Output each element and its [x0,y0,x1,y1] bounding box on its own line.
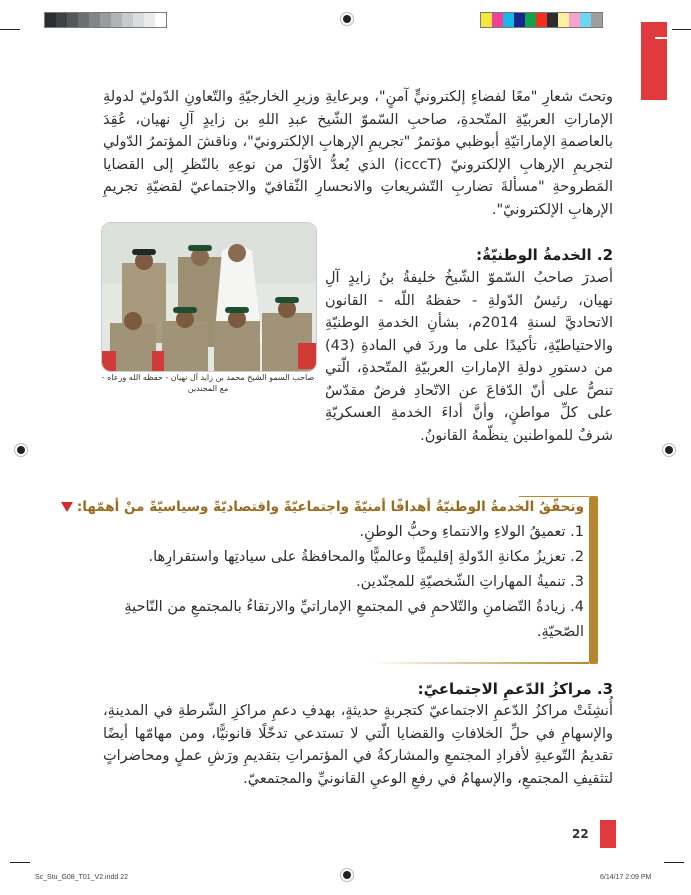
crop-mark-bottom-left [10,862,30,863]
color-swatch [558,13,569,27]
color-swatch [569,13,580,27]
section-2-paragraph [103,267,613,447]
photo-caption: صاحب السمو الشيخ محمد بن زايد آل نهيان - حفظه الله ورعاه - مع المجندين [101,373,315,393]
color-swatch [492,13,503,27]
goal-item: 4. زيادةُ التّضامنِ والتّلاحمِ في المجتمعِ الإماراتيِّ والارتقاءُ بالمجتمعِ من النّاحيةِ الصّحيّةِ. [124,599,584,640]
goal-item: 3. تنميةُ المهاراتِ الشّخصيّةِ للمجنّدين. [356,574,584,590]
color-swatch [503,13,514,27]
goal-item: 2. تعزيزُ مكانةِ الدّولةِ إقليميًّا وعالميًّا والمحافظةُ على سيادتِها واستقرارِها. [148,549,584,565]
crop-mark-top-left [0,29,20,30]
section-2-heading: 2. الخدمةُ الوطنيّةُ: [476,246,613,264]
goals-heading-text: وتحقّقُ الخدمةُ الوطنيّةُ أهدافًا أمنيّةً واجتماعيّةً واقتصاديّةً وسياسيّةً منْ أهمّها: [76,499,584,515]
cmyk-color-bar [480,12,603,28]
color-swatch [122,13,133,27]
goals-box-bottom-rule [369,662,589,664]
color-swatch [525,13,536,27]
chapter-tab-marker [641,22,667,100]
color-swatch [144,13,155,27]
page-number: 22 [572,827,589,841]
crop-mark-top-right [672,29,691,30]
color-swatch [133,13,144,27]
goal-item: 1. تعميقُ الولاءِ والانتماءِ وحبُّ الوطنِ. [359,524,584,540]
color-swatch [591,13,602,27]
color-swatch [481,13,492,27]
color-swatch [547,13,558,27]
color-swatch [580,13,591,27]
color-swatch [155,13,166,27]
color-swatch [78,13,89,27]
section-3-heading: 3. مراكزُ الدّعمِ الاجتماعيّ: [417,680,613,698]
color-swatch [67,13,78,27]
goals-box-accent-bar [589,496,598,664]
triangle-bullet-icon [61,502,73,512]
intro-paragraph: وتحتَ شعارِ "معًا لفضاءٍ إلكترونيٍّ آمنٍ"، وبرعايةِ وزيرِ الخارجيّةِ والتّعاونِ الدّوليّ لدولةِ الإماراتِ العربيّةِ المتّحدةِ، صاحبِ السّموّ الشّيخ عبدِ اللهِ بن زايدٍ آلِ نهيان، عُقِدَ بالعاصمةِ الإماراتيّةِ أبوظبي مؤتمرُ "تجريمِ الإرهابِ الإلكترونيّ"، وناقشَ المؤتمرُ الدّولي لتجريمِ الإرهابِ الإلكترونيّ (icccT) الذي يُعدُّ الأوّلَ من نوعِهِ بالنّظرِ إلى القضايا المَطروحةِ "مسألةَ تضاربِ التّشريعاتِ والانحسارِ الثّقافيّ والاجتماعيّ لقضيّةِ تجريمِ الإرهابِ الإلكترونيّ". [103,89,614,218]
goals-callout-box [76,496,598,664]
color-swatch [111,13,122,27]
registration-mark-bottom [343,871,351,879]
registration-mark-top [343,15,351,23]
goals-box-heading [61,496,584,518]
color-swatch [100,13,111,27]
print-slug-timestamp: 6/14/17 2:09 PM [600,874,652,881]
section-3-paragraph: أُنشِئَتْ مراكزُ الدّعمِ الاجتماعيّ كتجربةٍ حديثةٍ، بهدفِ دعمِ مراكزِ الشّرطةِ في المدينةِ، والإسهامِ في حلِّ الخلافاتِ والقضايا الّتي لا تستدعي تدخّلًا قانونيًّا، ومن مهامّها أيضًا تقديمُ التّوعيةِ لأفرادِ المجتمعِ والمشاركةُ في المؤتمراتِ بتقديمِ ورَشِ عملٍ ومحاضراتٍ لتثقيفِ المجتمعِ، والإسهامُ في رفعِ الوعيِ القانونيِّ والمجتمعيّ. [103,703,613,787]
registration-mark-left [17,446,25,454]
goals-list [124,520,584,645]
page-number-tab [600,820,616,848]
color-swatch [89,13,100,27]
registration-mark-right [665,446,673,454]
print-slug-filename: Sc_Stu_G08_T01_V2.indd 22 [35,874,129,881]
crop-mark-bottom-right [664,862,684,863]
color-swatch [56,13,67,27]
grayscale-color-bar [44,12,167,28]
color-swatch [45,13,56,27]
section-2-paragraph-text: أصدرَ صاحبُ السّموّ الشّيخُ خليفةُ بنُ زايدٍ آلِ نهيان، رئيسُ الدّولةِ - حفظهُ اللّه - القانون الاتحاديَّ لسنةِ 2014م، بشأنِ الخدمةِ الوطنيّةِ والاحتياطيّةِ، تأكيدًا على ما وردَ في المادةِ (43) من دستورِ دولةِ الإماراتِ العربيّةِ المتّحدةِ، الّتي تنصُّ على أنّ الدّفاعَ عن الاتّحادِ فرضٌ مقدّسٌ على كلِّ مواطنٍ، وأنَّ أداءَ الخدمةِ العسكريّةِ شرفٌ للمواطنين ينظّمهُ القانونُ. [325,270,614,444]
color-swatch [536,13,547,27]
color-swatch [514,13,525,27]
